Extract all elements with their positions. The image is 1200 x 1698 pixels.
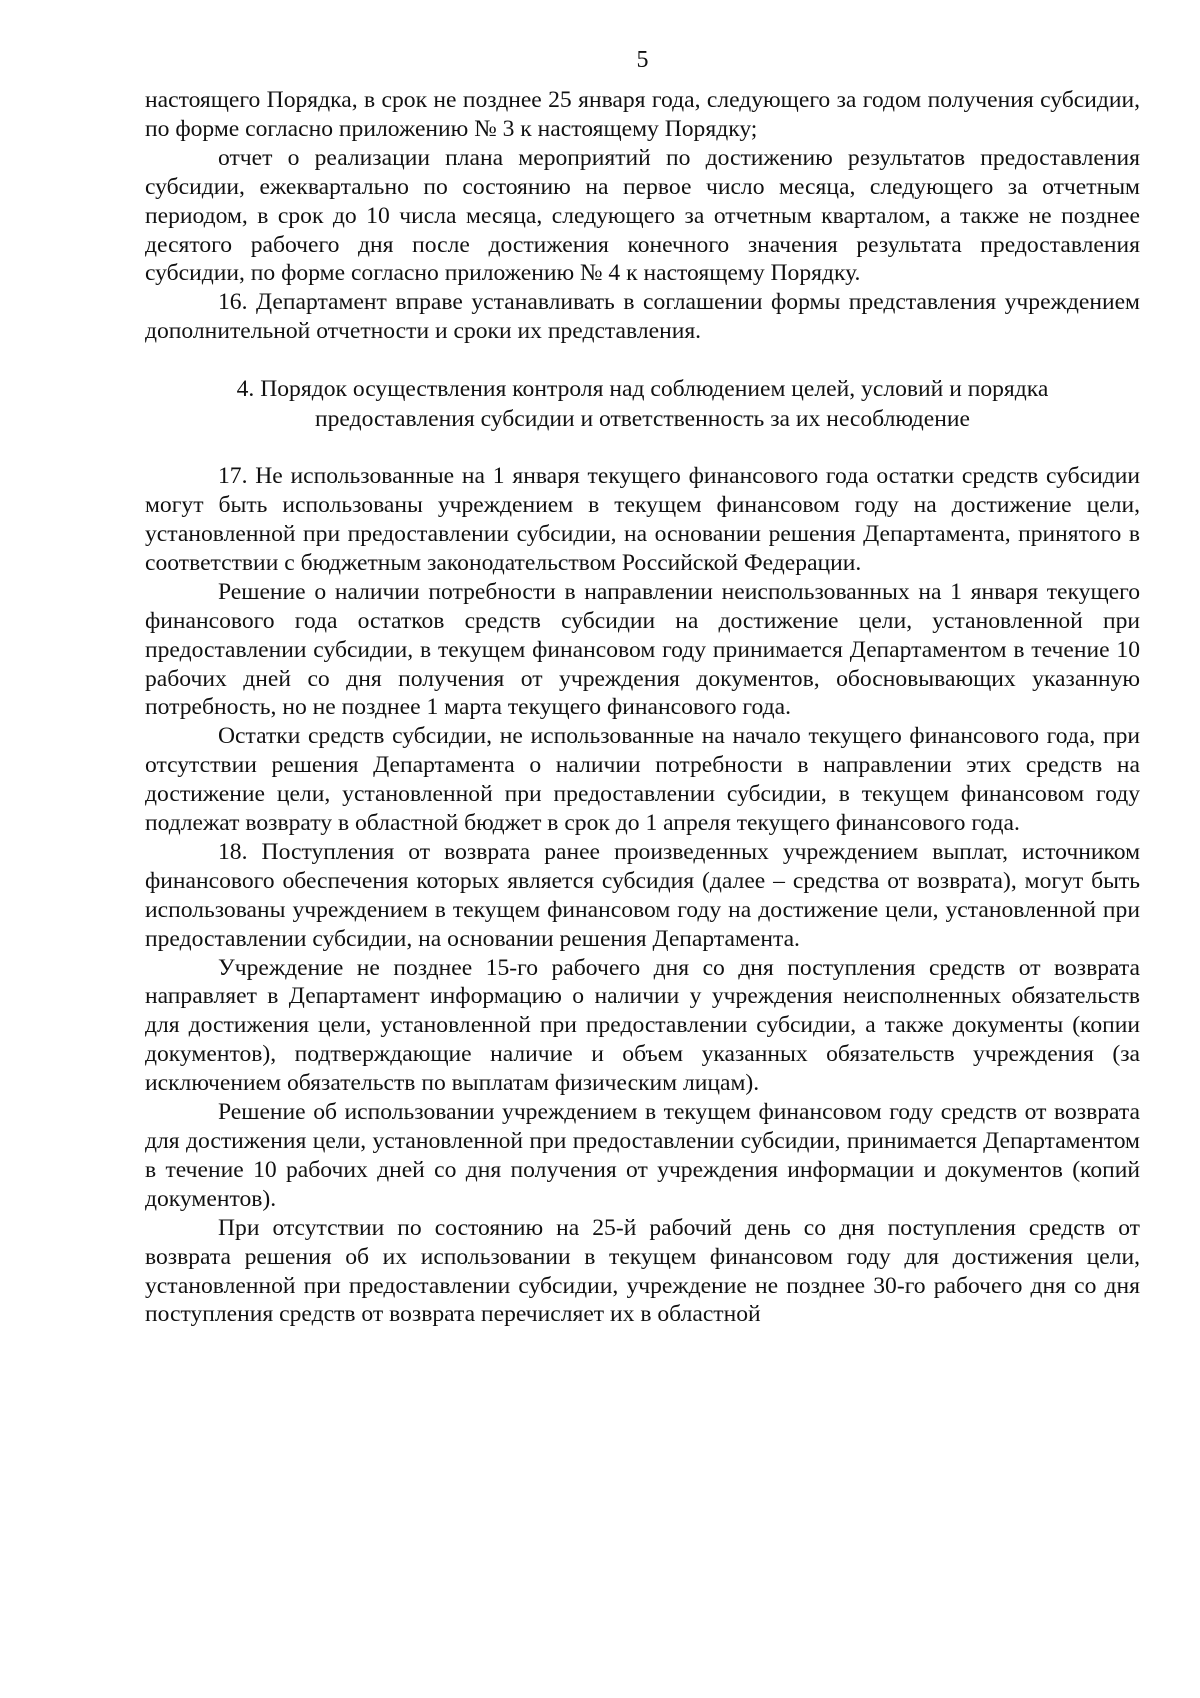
paragraph-clause-18-return: При отсутствии по состоянию на 25-й рабочий день со дня поступления средств от возврата решения об их использовании в текущем финансовом году для достижения цели, установленной при предоставлении субсидии, учреждение не позднее 30-го рабочего дня со дня поступления средств от возврата перечисляет их в областной xyxy=(145,1214,1140,1328)
section-heading-line-2: предоставления субсидии и ответственность за их несоблюдение xyxy=(314,406,970,433)
paragraph-clause-18-decision: Решение об использовании учреждением в текущем финансовом году средств от возврата для достижения цели, установленной при предоставлении субсидии, принимается Департаментом в течение 10 рабочих дней со дня получения от учреждения информации и документов (копий документов). xyxy=(145,1099,1140,1212)
document-page xyxy=(145,46,1140,1329)
paragraph-clause-18-information: Учреждение не позднее 15-го рабочего дня со дня поступления средств от возврата направляет в Департамент информацию о наличии у учреждения неисполненных обязательств для достижения цели, установленной при предоставлении субсидии, а также документы (копии документов), подтверждающие наличие и объем указанных обязательств учреждения (за исключением обязательств по выплатам физическим лицам). xyxy=(145,954,1140,1097)
paragraph-report-plan: отчет о реализации плана мероприятий по достижению результатов предоставления субсидии, ежеквартально по состоянию на первое число месяца, следующего за отчетным периодом, в срок до 10 числа месяца, следующего за отчетным кварталом, а также не позднее десятого рабочего дня после достижения конечного значения результата предоставления субсидии, по форме согласно приложению № 4 к настоящему Порядку. xyxy=(145,144,1140,287)
paragraph-continuation: настоящего Порядка, в срок не позднее 25 января года, следующего за годом получения субсидии, по форме согласно приложению № 3 к настоящему Порядку; xyxy=(145,87,1140,142)
paragraph-clause-18: 18. Поступления от возврата ранее произведенных учреждением выплат, источником финансового обеспечения которых является субсидия (далее – средства от возврата), могут быть использованы учреждением в текущем финансовом году на достижение цели, установленной при предоставлении субсидии, на основании решения Департамента. xyxy=(145,838,1140,952)
page-number: 5 xyxy=(636,47,649,73)
paragraph-clause-17-decision: Решение о наличии потребности в направлении неиспользованных на 1 января текущего финансового года остатков средств субсидии на достижение цели, установленной при предоставлении субсидии, в текущем финансовом году принимается Департаментом в течение 10 рабочих дней со дня получения от учреждения документов, обосновывающих указанную потребность, но не позднее 1 марта текущего финансового года. xyxy=(145,578,1140,721)
paragraph-clause-16: 16. Департамент вправе устанавливать в соглашении формы представления учреждением дополнительной отчетности и сроки их представления. xyxy=(145,289,1140,345)
section-heading xyxy=(145,374,1140,434)
paragraph-clause-17-remainders: Остатки средств субсидии, не использованные на начало текущего финансового года, при отсутствии решения Департамента о наличии потребности в направлении этих средств на достижение цели, установленной при предоставлении субсидии, в текущем финансовом году подлежат возврату в областной бюджет в срок до 1 апреля текущего финансового года. xyxy=(145,723,1140,837)
paragraph-clause-17: 17. Не использованные на 1 января текущего финансового года остатки средств субсидии могут быть использованы учреждением в текущем финансовом году на достижение цели, установленной при предоставлении субсидии, на основании решения Департамента, принятого в соответствии с бюджетным законодательством Российской Федерации. xyxy=(145,463,1140,576)
section-heading-line-1: 4. Порядок осуществления контроля над соблюдением целей, условий и порядка xyxy=(236,376,1049,403)
